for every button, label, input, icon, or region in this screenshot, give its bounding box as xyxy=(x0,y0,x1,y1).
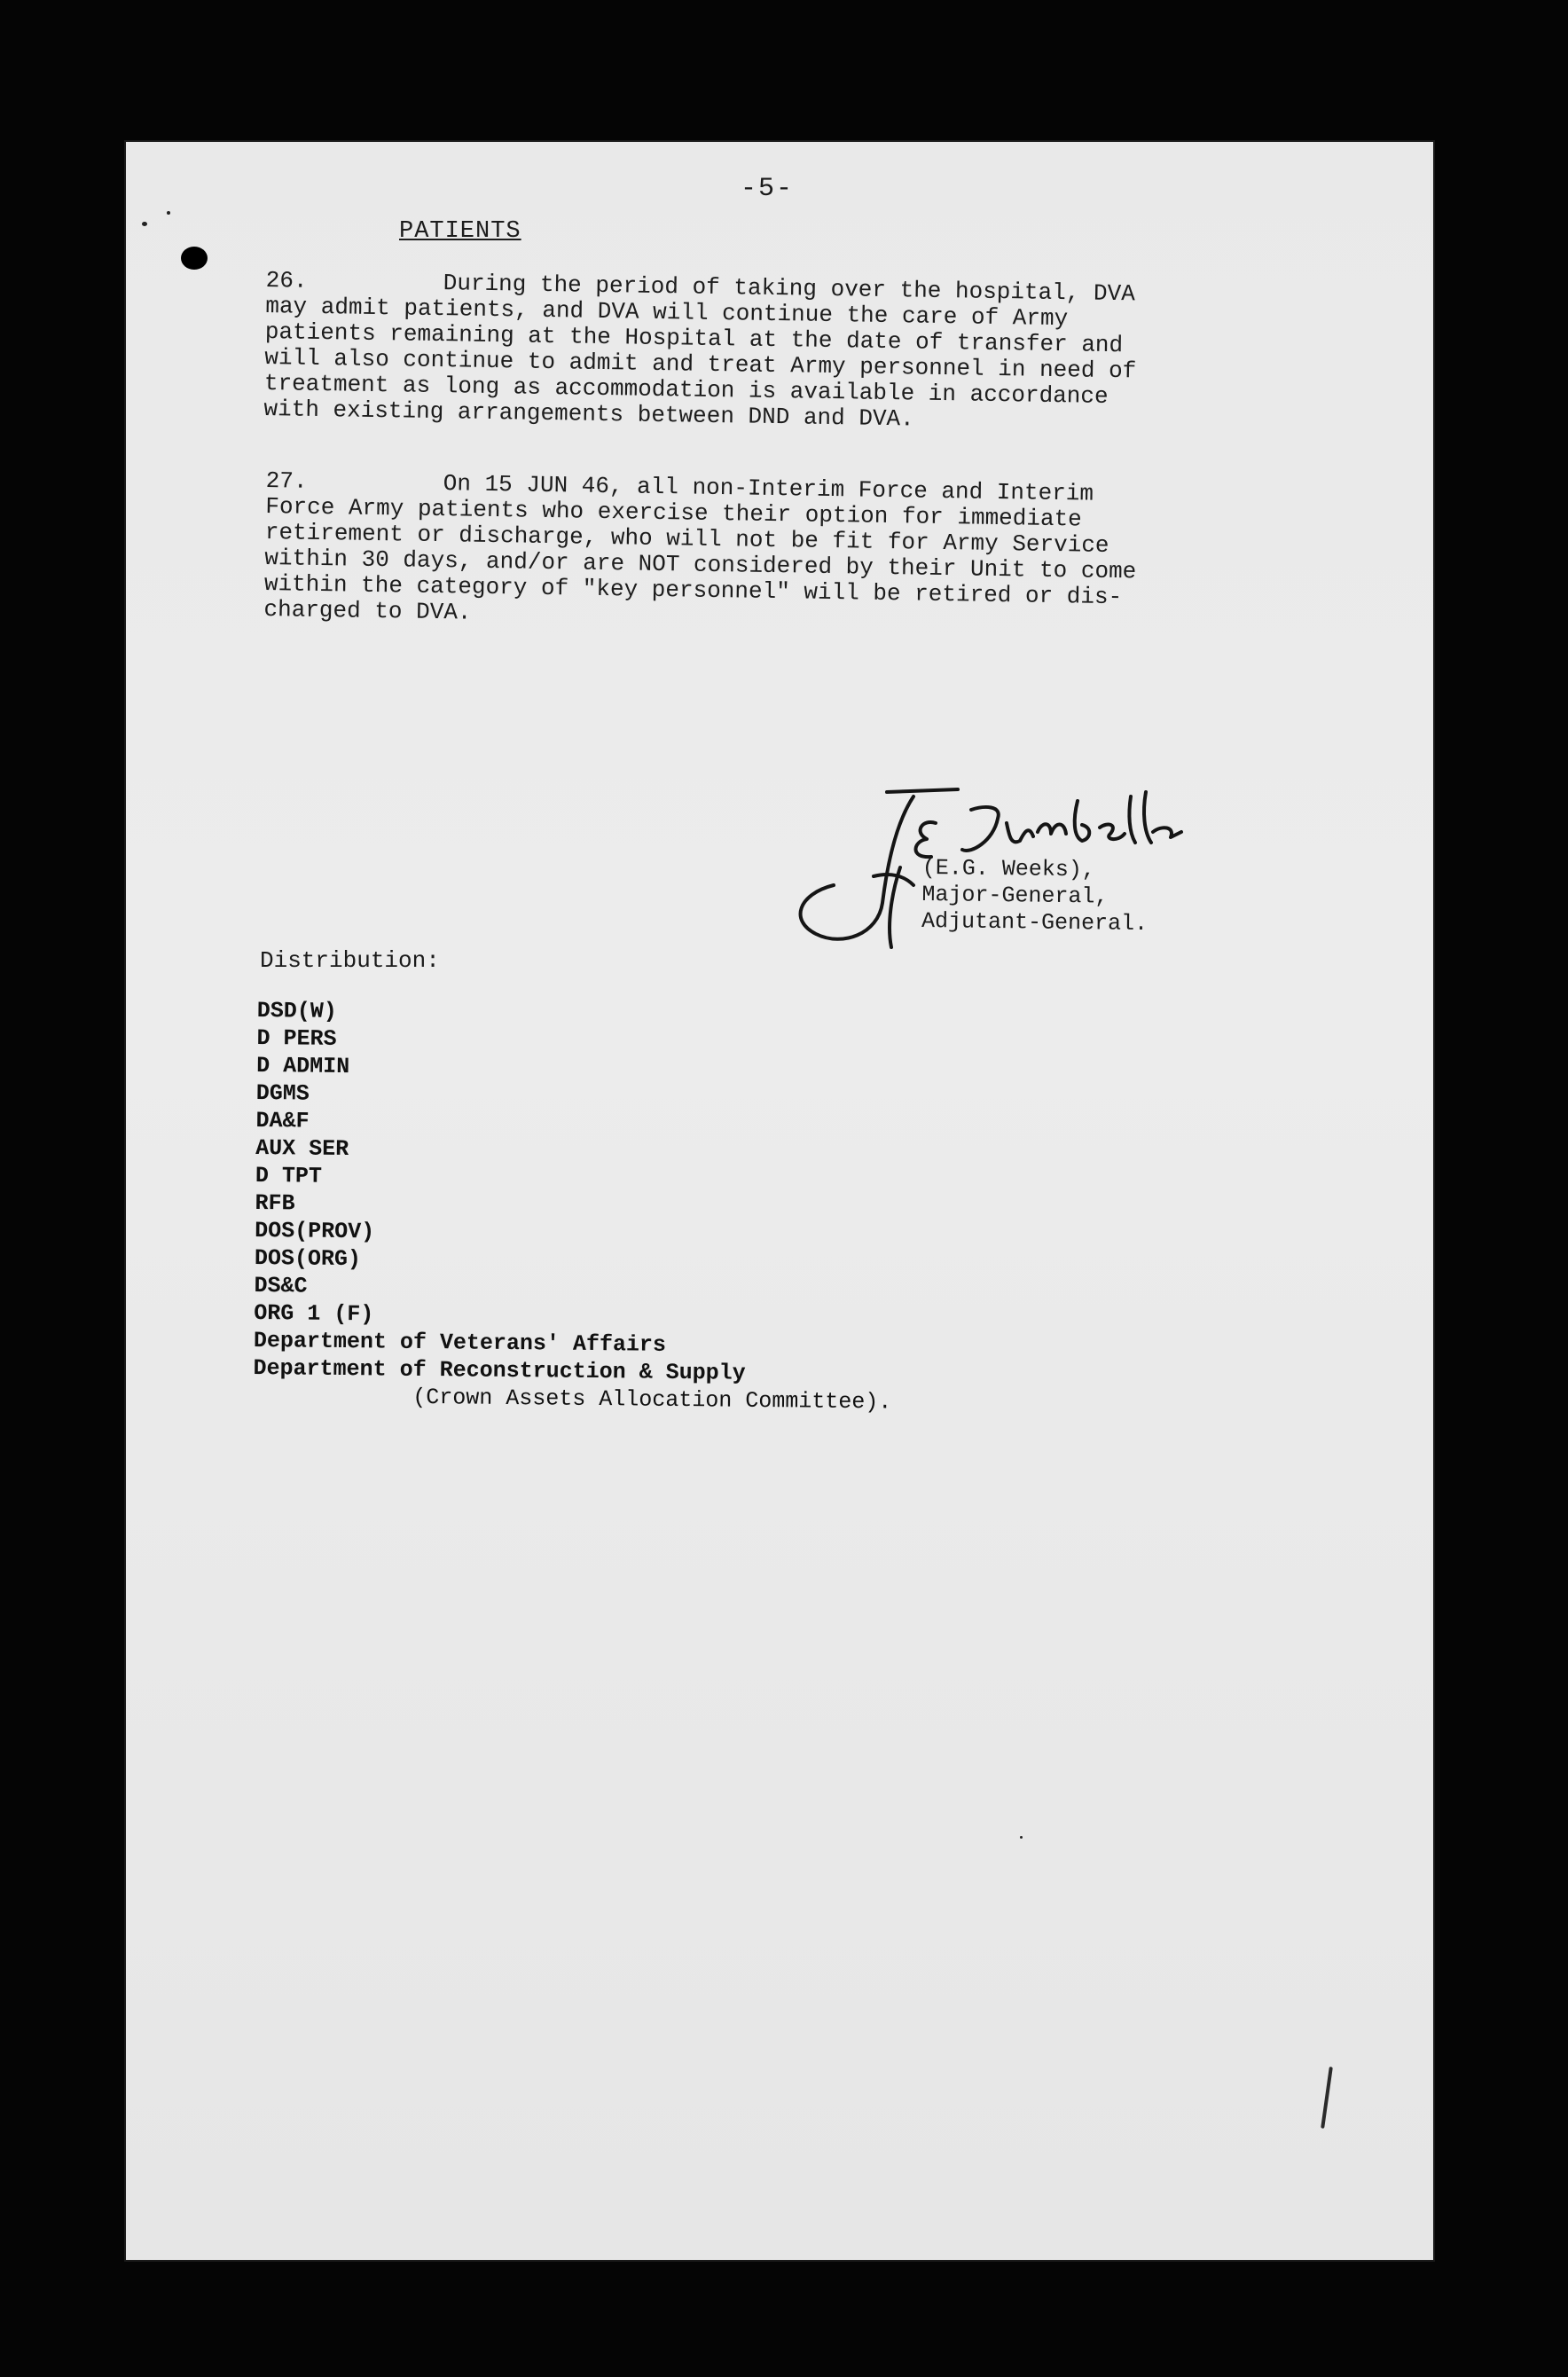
punch-hole xyxy=(181,247,208,270)
distribution-item: RFB xyxy=(255,1189,295,1217)
distribution-item: D ADMIN xyxy=(256,1052,350,1080)
distribution-label: Distribution: xyxy=(260,947,440,974)
signatory-title: Adjutant-General. xyxy=(921,907,1149,937)
distribution-item: D TPT xyxy=(255,1162,323,1189)
distribution-item: DOS(PROV) xyxy=(255,1217,375,1245)
signatory-name: (E.G. Weeks), xyxy=(921,855,1096,883)
scan-speck xyxy=(1020,1836,1023,1839)
distribution-item: AUX SER xyxy=(255,1134,349,1163)
distribution-item: DOS(ORG) xyxy=(254,1244,362,1273)
distribution-item: Department of Veterans' Affairs xyxy=(253,1327,667,1358)
paragraph-text: During the period of taking over the hospital, DVA may admit patients, and DVA will continue the care of Army patients remaining at the Hospital at the date of transfer and will also continue to admit and treat Army personnel in need of treatment as long as accommodation is available in accordance with existing arrangements between DND and DVA. xyxy=(263,270,1137,433)
scan-speck xyxy=(167,211,170,215)
signature-block xyxy=(921,855,1149,937)
distribution-sub-item: (Crown Assets Allocation Committee). xyxy=(412,1384,892,1416)
section-heading: PATIENTS xyxy=(399,218,521,245)
distribution-list xyxy=(253,997,896,1416)
paragraph-26 xyxy=(263,268,1313,439)
distribution-item: Department of Reconstruction & Supply xyxy=(253,1354,746,1386)
distribution-item: ORG 1 (F) xyxy=(254,1299,374,1328)
distribution-item: DS&C xyxy=(254,1272,308,1299)
distribution-item: D PERS xyxy=(256,1024,337,1052)
paragraph-number: 27. xyxy=(265,467,308,495)
paragraph-number: 26. xyxy=(265,267,308,294)
distribution-item: DA&F xyxy=(255,1107,310,1134)
distribution-item: DGMS xyxy=(255,1079,310,1107)
scan-speck xyxy=(142,222,147,226)
page-number: -5- xyxy=(741,174,795,204)
paragraph-text: On 15 JUN 46, all non-Interim Force and Interim Force Army patients who exercise their option for immediate retirement or discharge, who will not be fit for Army Service within 30 days, and/or are NOT considered by their Unit to come within the category of "key personnel" will be retired or dis- charged to DVA. xyxy=(263,470,1137,626)
paragraph-27 xyxy=(263,468,1313,639)
distribution-item: DSD(W) xyxy=(256,998,338,1024)
signatory-rank: Major-General, xyxy=(921,881,1109,910)
